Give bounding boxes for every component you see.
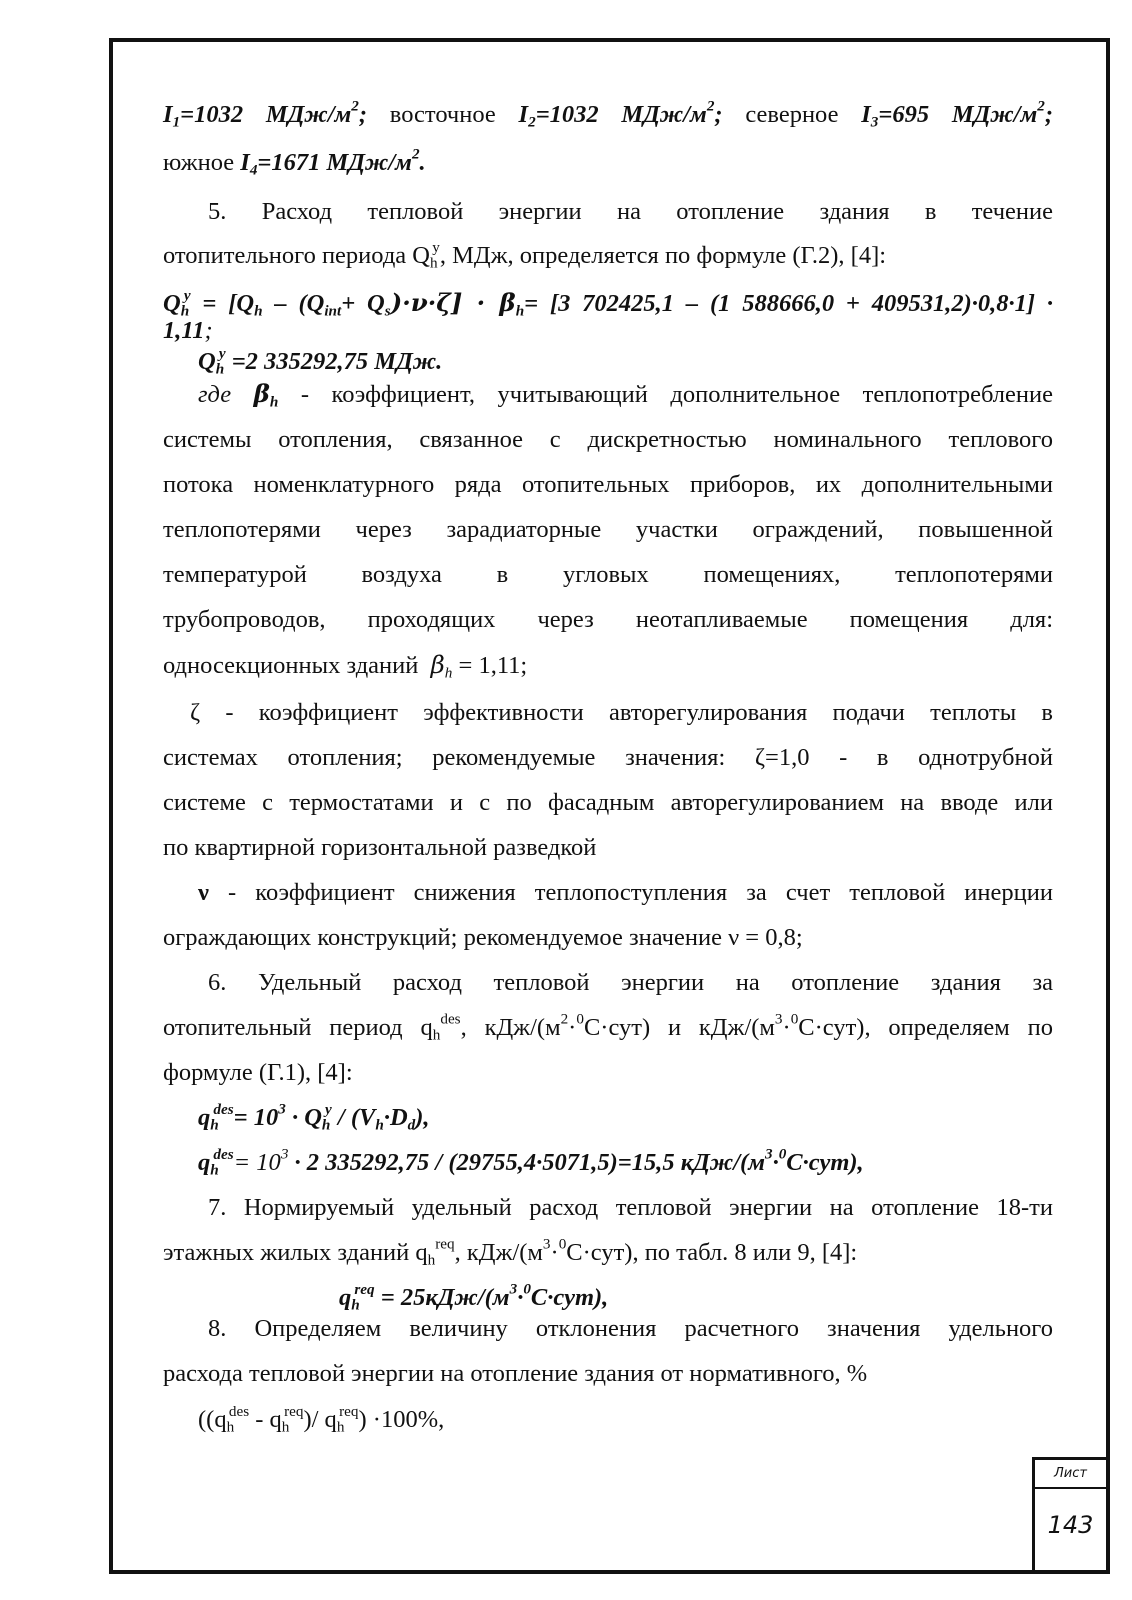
nu-definition-line-1: ν - коэффициент снижения теплопоступления за счет тепловой инерции: [198, 879, 1053, 906]
north-label: северное: [745, 101, 839, 128]
formula-normative-consumption: $q_h^{req} = 25кДж/(м^3\cdot^0С\cdot сут)$,: [339, 1280, 609, 1314]
paragraph-6-line-1: 6. Удельный расход тепловой энергии на отопление здания за: [208, 969, 1053, 996]
paragraph-8-formula: ($(q_h^{des} - q_h^{req})/$ $q_h^{req}) \cdot 100\%$,: [198, 1402, 445, 1436]
page-number: 143: [1047, 1511, 1094, 1539]
paragraph-6-line-3: формуле (Г.1), [4]:: [163, 1059, 353, 1086]
beta-definition-line-2: системы отопления, связанное с дискретностью номинального теплового: [163, 426, 1053, 453]
formula-heat-consumption-result: $Q_h^y =2$ 335292,75 МДж.: [198, 344, 443, 378]
i3-value: $I_3=695$ МДж/$м^2$;: [861, 97, 1054, 131]
beta-definition-line-4: теплопотерями через зарадиаторные участки ограждений, повышенной: [163, 516, 1053, 543]
paragraph-7-line-1: 7. Нормируемый удельный расход тепловой энергии на отопление 18-ти: [208, 1194, 1053, 1221]
paragraph-6-line-2: отопительный период $q_h^{des}$, кДж/$(м^2\cdot^0С\cdot сут)$ и кДж/$(м^3\cdot^0С\cdot сут)$, определяем по: [163, 1010, 1053, 1044]
zeta-definition-line-3: системе с термостатами и с по фасадным авторегулированием на вводе или: [163, 789, 1053, 816]
zeta-definition-line-4: по квартирной горизонтальной разведкой: [163, 834, 597, 861]
formula-specific-consumption-result: $q_h^{des}= 10^3 \cdot 2$ 335292,75 / (29755,4·5071,5)=15,5 кДж/$(м^3\cdot^0С\cdot сут)$,: [198, 1145, 864, 1179]
solar-radiation-line-2: [163, 146, 1053, 180]
i1-value: $I_1=1032$ МДж/$м^2$;: [163, 97, 368, 131]
south-label: южное: [163, 149, 235, 176]
i4-value: $I_4=1671$ МДж/$м^2$.: [240, 145, 426, 179]
sheet-label: Лист: [1035, 1460, 1106, 1489]
formula-heat-consumption-line-2: 1,11;: [163, 317, 213, 344]
nu-definition-line-2: ограждающих конструкций; рекомендуемое значение ν = 0,8;: [163, 924, 803, 951]
beta-definition-line-6: трубопроводов, проходящих через неотапливаемые помещения для:: [163, 606, 1053, 633]
i2-value: $I_2=1032$ МДж/$м^2$;: [518, 97, 723, 131]
zeta-definition-line-2: системах отопления; рекомендуемые значения: ζ=1,0 - в однотрубной: [163, 744, 1053, 771]
sheet-stamp: [1032, 1457, 1106, 1571]
formula-specific-consumption: $q_h^{des}= 10^3 \cdot Q_h^y / (V_h\cdot D_d)$,: [198, 1100, 430, 1134]
beta-definition-line-1: где $\beta_h$ - коэффициент, учитывающий дополнительное теплопотребление: [198, 379, 1053, 411]
beta-definition-line-3: потока номенклатурного ряда отопительных приборов, их дополнительными: [163, 471, 1053, 498]
paragraph-8-line-2: расхода тепловой энергии на отопление здания от нормативного, %: [163, 1360, 868, 1387]
paragraph-5-line-2: отопительного периода $Q_h^y$, МДж, определяется по формуле (Г.2), [4]:: [163, 238, 887, 272]
beta-definition-line-7: односекционных зданий $\beta_h = 1,11$;: [163, 650, 528, 682]
formula-heat-consumption: $Q_h^y = [Q_h - (Q_{int}+ Q_s)\cdot\nu\cdot\zeta] \cdot \beta_h= [3$ 702425,1 – (1 588666,0 + 409531,2)·0,8·1] ·: [163, 286, 1054, 320]
solar-radiation-line-1: [163, 98, 1053, 132]
beta-definition-line-5: температурой воздуха в угловых помещениях, теплопотерями: [163, 561, 1053, 588]
paragraph-7-line-2: этажных жилых зданий $q_h^{req}$, кДж/$(м^3\cdot^0С\cdot сут)$, по табл. 8 или 9, [4]:: [163, 1235, 858, 1269]
paragraph-5-line-1: 5. Расход тепловой энергии на отопление здания в течение: [208, 198, 1053, 225]
paragraph-8-line-1: 8. Определяем величину отклонения расчетного значения удельного: [208, 1315, 1053, 1342]
east-label: восточное: [389, 101, 496, 128]
zeta-definition-line-1: ζ - коэффициент эффективности авторегулирования подачи теплоты в: [190, 699, 1053, 726]
